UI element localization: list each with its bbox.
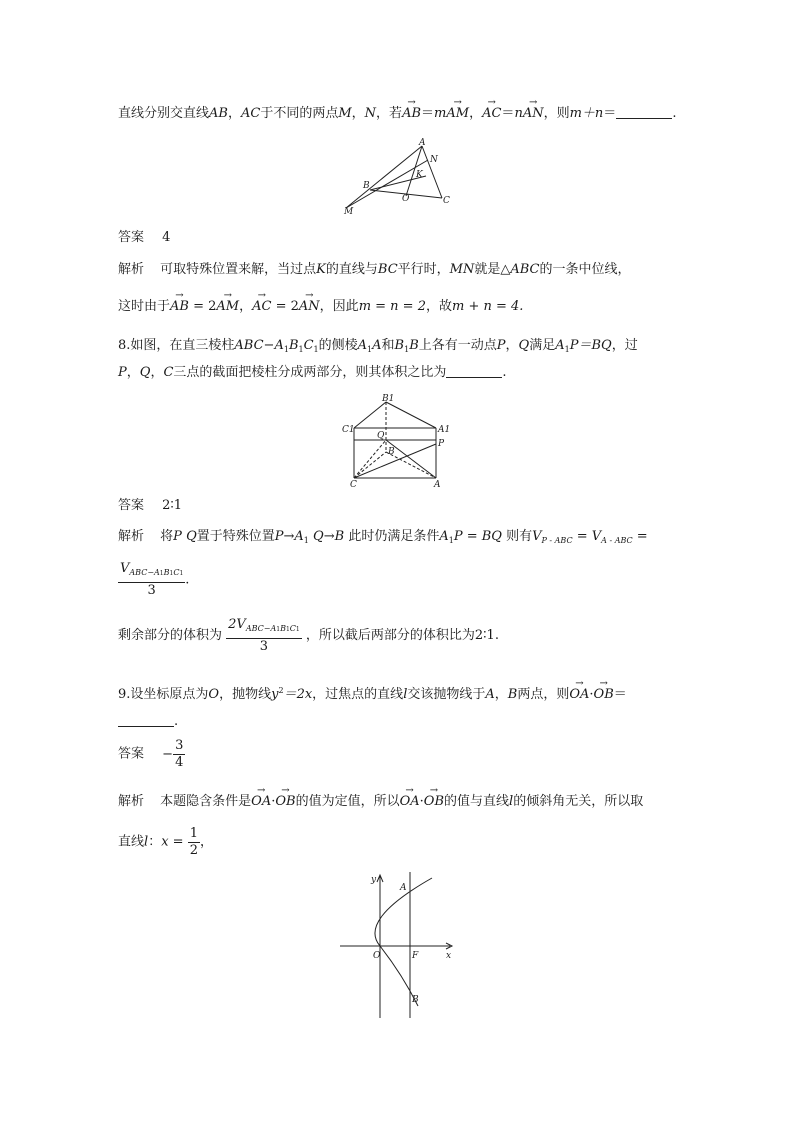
- var: x: [161, 834, 169, 850]
- subscript: 1: [169, 570, 174, 577]
- q7-comma: ，: [227, 106, 241, 121]
- solution-text: 剩余部分的体积为: [118, 628, 223, 643]
- question-text: ，过焦点的直线: [312, 687, 404, 702]
- question-text: 如图，在直三棱柱: [130, 338, 235, 353]
- solution-text: 的值为定值，所以: [295, 794, 400, 809]
- solution-text: ，所以截后两部分的体积比为: [305, 628, 475, 643]
- answer-blank: [446, 365, 502, 378]
- vec-oa: → OA: [251, 792, 271, 812]
- fig3-label: O: [373, 951, 381, 961]
- denominator: 3: [259, 639, 269, 654]
- q7-n: N: [364, 106, 377, 121]
- solution-text: ，故: [425, 299, 452, 314]
- solution-8-fraction: [118, 561, 189, 599]
- solution-text: 将: [160, 529, 174, 544]
- subscript: 1: [298, 345, 304, 354]
- triangle-figure: [340, 138, 460, 216]
- subscript: B: [163, 568, 170, 577]
- var: A: [439, 529, 449, 544]
- var: Q: [518, 338, 530, 353]
- solution-label: 解析: [118, 529, 145, 544]
- solution-text: 直线: [118, 834, 145, 850]
- fig3-label: B: [412, 995, 419, 1005]
- solution-7-line2: [118, 297, 523, 317]
- q7-m: M: [338, 106, 352, 121]
- fig2-label: C1: [342, 425, 355, 435]
- q7-ac: AC: [240, 106, 261, 121]
- var: P: [496, 338, 506, 353]
- var: P: [274, 529, 284, 544]
- var: A: [485, 687, 495, 702]
- comma: ，: [126, 365, 140, 380]
- volume-fraction: [118, 561, 185, 599]
- denominator: 4: [175, 755, 184, 770]
- period: .: [185, 572, 190, 588]
- comma: ，: [494, 687, 508, 702]
- var: l: [509, 794, 514, 809]
- var: A: [555, 338, 565, 353]
- subscript: 1: [313, 345, 319, 354]
- answer-value: 2∶1: [162, 498, 183, 513]
- eq: =: [572, 529, 592, 544]
- var: C: [163, 365, 174, 380]
- subscript: 1: [303, 536, 309, 545]
- fig2-label: B1: [382, 394, 395, 404]
- solution-text: 置于特殊位置: [196, 529, 275, 544]
- arrow: →: [283, 529, 295, 544]
- var: Q: [139, 365, 151, 380]
- var: 2V: [228, 617, 246, 632]
- dot: ·: [589, 687, 594, 702]
- var: Q: [186, 529, 197, 544]
- solution-7-line1: [118, 260, 631, 280]
- fig1-label: C: [443, 196, 450, 206]
- q7-m-var: m: [434, 106, 447, 121]
- solution-text: 此时仍满足条件: [348, 529, 440, 544]
- vec-ac: → AC: [252, 297, 271, 317]
- q7-text-start: 直线分别交直线: [118, 106, 210, 121]
- solution-text: 的倾斜角无关，所以取: [513, 794, 644, 809]
- q9-line2: [118, 712, 178, 732]
- subscript: 1: [564, 345, 570, 354]
- var: P: [453, 529, 463, 544]
- var: B: [288, 338, 299, 353]
- vec-ob: → OB: [594, 685, 614, 705]
- vec-oa: → OA: [569, 685, 589, 705]
- question-text: ，抛物线: [219, 687, 272, 702]
- eq-bq: ＝BQ: [578, 338, 612, 353]
- answer-value: 4: [162, 230, 171, 245]
- colon: ：: [148, 834, 162, 850]
- minus-sign: −: [162, 746, 174, 762]
- q7-end: .: [672, 106, 677, 121]
- fig1-label: B: [363, 181, 370, 191]
- sol7-bc: BC: [377, 262, 398, 277]
- question-text: 三点的截面把棱柱分成两部分，则其体积之比为: [173, 365, 447, 380]
- solution-text: 平行时，: [397, 262, 450, 277]
- question-number: 9.: [118, 687, 131, 702]
- subscript: C: [173, 568, 180, 577]
- q8-line2: [118, 363, 507, 383]
- var: V: [591, 529, 602, 544]
- solution-9-line1: [118, 792, 643, 812]
- subscript: ABC−A: [245, 624, 277, 633]
- q7-comma: ，: [469, 106, 483, 121]
- question-text: ，过: [611, 338, 638, 353]
- var: y: [271, 687, 279, 702]
- solution-label: 解析: [118, 262, 145, 277]
- fig3-label: F: [412, 951, 419, 961]
- subscript: C: [289, 624, 296, 633]
- question-text: 的侧棱: [318, 338, 358, 353]
- q7-comma: ，: [351, 106, 365, 121]
- fig1-label: A: [419, 138, 426, 148]
- q7-eq: ＝: [501, 106, 515, 121]
- solution-text: 本题隐含条件是: [160, 794, 252, 809]
- q7-ab: AB: [209, 106, 228, 121]
- question-number: 8.: [118, 338, 131, 353]
- fig2-label: B: [388, 447, 395, 457]
- line-am: [346, 146, 422, 208]
- var: Q: [313, 529, 324, 544]
- sol7-mn-eq: m = n = 2: [358, 299, 426, 314]
- q7-n-var: n: [514, 106, 523, 121]
- question-text: 交该抛物线于: [407, 687, 486, 702]
- q7-mn: m＋n: [569, 106, 604, 121]
- remaining-fraction: [226, 617, 302, 655]
- var: l: [144, 834, 149, 850]
- vec-am: → AM: [446, 104, 469, 124]
- question-text: 满足: [529, 338, 556, 353]
- vec-ac: → AC: [482, 104, 501, 124]
- solution-8-line1: [118, 527, 648, 551]
- fig3-label: A: [400, 883, 407, 893]
- q7-text: [118, 104, 676, 124]
- sol7-mn: MN: [449, 262, 475, 277]
- superscript: 2: [278, 686, 284, 695]
- subscript: 1: [283, 345, 289, 354]
- var: P: [173, 529, 182, 544]
- parabola-figure: [336, 870, 460, 1022]
- eq: = BQ: [462, 529, 502, 544]
- vec-an: → AN: [523, 104, 544, 124]
- eq: =: [632, 529, 648, 544]
- q7-text-mid: 于不同的两点: [260, 106, 339, 121]
- answer-label: 答案: [118, 746, 145, 762]
- var: B: [394, 338, 405, 353]
- ratio: 2∶1.: [474, 628, 499, 643]
- answer-label: 答案: [118, 230, 145, 245]
- question-text: 设坐标原点为: [130, 687, 209, 702]
- eq: ＝: [613, 687, 627, 702]
- sol7-sum: m + n = 4.: [452, 299, 524, 314]
- q7-then: ，则: [543, 106, 570, 121]
- subscript: 1: [179, 570, 184, 577]
- solution-text: 可取特殊位置来解，当过点: [160, 262, 317, 277]
- var: P: [118, 365, 127, 380]
- eq: =: [168, 834, 188, 850]
- eq: = 2: [188, 299, 217, 314]
- subscript: 1: [367, 345, 373, 354]
- equation: ＝2x: [283, 687, 313, 702]
- var: A: [357, 338, 368, 353]
- var: B: [409, 338, 419, 353]
- answer-8: [118, 496, 182, 516]
- prism-figure: [340, 392, 452, 488]
- var: P: [569, 338, 579, 353]
- subscript: 1: [285, 626, 290, 633]
- vec-an: → AN: [299, 297, 320, 317]
- fig2-label: A: [434, 480, 441, 488]
- solution-text: 这时由于: [118, 299, 171, 314]
- solution-text: 的值与直线: [444, 794, 510, 809]
- q9-end: .: [174, 714, 179, 729]
- vec-am: → AM: [216, 297, 239, 317]
- solution-text: 的一条中位线，: [539, 262, 631, 277]
- subscript: ABC−A: [129, 568, 160, 577]
- question-text: 两点，则: [517, 687, 570, 702]
- var: B: [507, 687, 518, 702]
- arrow: →: [323, 529, 335, 544]
- vec-ob: → OB: [424, 792, 444, 812]
- var: V: [532, 529, 542, 544]
- sol7-k: K: [316, 262, 326, 277]
- solution-text: 的直线与: [325, 262, 378, 277]
- answer-fraction: [173, 738, 185, 771]
- fig2-label: Q: [377, 431, 385, 441]
- subscript: 1: [276, 626, 281, 633]
- subscript: 1: [295, 626, 300, 633]
- denominator: 3: [147, 583, 156, 598]
- fig1-label: K: [416, 170, 423, 180]
- answer-blank: [118, 714, 174, 727]
- solution-label: 解析: [118, 794, 145, 809]
- fig3-label: y: [371, 875, 377, 885]
- fig1-label: M: [344, 207, 354, 216]
- dot: ·: [419, 794, 424, 809]
- q7-eq: ＝: [603, 106, 617, 121]
- fig2-label: A1: [438, 425, 451, 435]
- subscript: P - ABC: [541, 536, 573, 545]
- half-fraction: [188, 826, 200, 859]
- fig1-label: N: [430, 155, 438, 165]
- solution-text: 就是△: [474, 262, 511, 277]
- subscript: 1: [159, 570, 164, 577]
- answer-blank: [616, 106, 672, 119]
- vec-ab: → AB: [170, 297, 189, 317]
- subscript: A - ABC: [601, 536, 633, 545]
- q9-line1: [118, 681, 627, 705]
- vec-oa: → OA: [400, 792, 420, 812]
- comma: ，: [150, 365, 164, 380]
- subscript: B: [280, 624, 286, 633]
- solution-text: 则有: [506, 529, 533, 544]
- q7-if: ，若: [376, 106, 403, 121]
- line-ac: [422, 146, 442, 198]
- subscript: 1: [404, 345, 410, 354]
- line-mn: [346, 160, 428, 208]
- solution-9-line2: [118, 826, 213, 859]
- parabola-curve: [375, 878, 432, 1006]
- answer-7: [118, 228, 170, 248]
- var: B: [334, 529, 345, 544]
- var: A: [294, 529, 304, 544]
- var: A: [372, 338, 382, 353]
- answer-label: 答案: [118, 498, 145, 513]
- var: l: [403, 687, 408, 702]
- q8-line1: [118, 336, 638, 360]
- fig2-label: C: [350, 480, 357, 488]
- dot: ·: [271, 794, 276, 809]
- vec-ab: → AB: [402, 104, 421, 124]
- comma: ，: [239, 299, 253, 314]
- denominator: 2: [189, 843, 198, 858]
- var: V: [120, 561, 130, 576]
- fig2-label: P: [438, 439, 445, 449]
- subscript: 1: [448, 536, 454, 545]
- fig3-label: x: [446, 951, 452, 961]
- var: C: [303, 338, 314, 353]
- sol7-abc: ABC: [510, 262, 540, 277]
- eq: = 2: [271, 299, 299, 314]
- var: O: [208, 687, 220, 702]
- question-text: 上各有一动点: [418, 338, 497, 353]
- numerator: 3: [175, 738, 184, 753]
- question-text: 和: [381, 338, 395, 353]
- comma: ，: [505, 338, 519, 353]
- comma: ，: [200, 834, 214, 850]
- q7-eq: ＝: [421, 106, 435, 121]
- fig1-label: O: [402, 194, 410, 204]
- vec-ob: → OB: [275, 792, 295, 812]
- q8-end: .: [502, 365, 507, 380]
- remaining-volume: [118, 617, 499, 655]
- answer-9: [118, 738, 185, 771]
- numerator: 1: [189, 826, 198, 841]
- prism-name: ABC−A: [234, 338, 284, 353]
- solution-text: ，因此: [319, 299, 359, 314]
